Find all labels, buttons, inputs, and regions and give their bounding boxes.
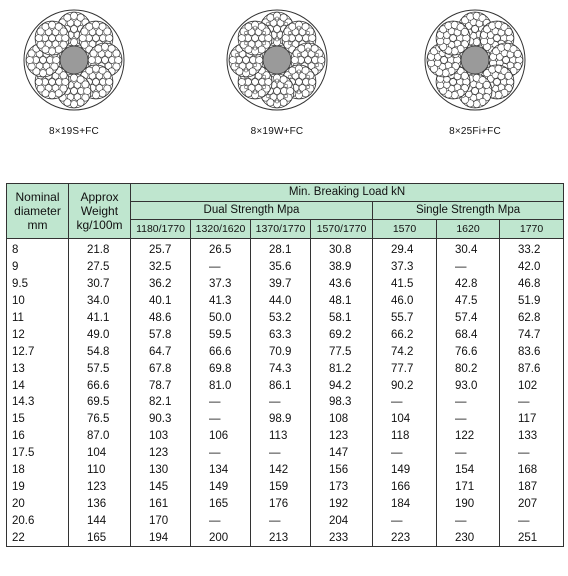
cell-load: 113 bbox=[251, 428, 311, 445]
rope-cross-sections bbox=[0, 0, 568, 170]
cell-load: 213 bbox=[251, 529, 311, 546]
cell-load: 74.2 bbox=[373, 343, 437, 360]
table-row bbox=[7, 343, 564, 360]
cell-load: 42.0 bbox=[500, 259, 564, 276]
cell-weight: 49.0 bbox=[69, 326, 131, 343]
cell-diameter: 12.7 bbox=[7, 343, 69, 360]
rope-caption: 8×25Fi+FC bbox=[449, 126, 501, 137]
cell-load: 251 bbox=[500, 529, 564, 546]
cell-load: 184 bbox=[373, 495, 437, 512]
cell-diameter: 9.5 bbox=[7, 276, 69, 293]
cell-load: 25.7 bbox=[131, 239, 191, 259]
cell-load: 149 bbox=[373, 462, 437, 479]
rope-figure-19s bbox=[14, 8, 134, 137]
cell-diameter: 12 bbox=[7, 326, 69, 343]
cell-load: — bbox=[437, 445, 500, 462]
table-row bbox=[7, 239, 564, 259]
cell-diameter: 17.5 bbox=[7, 445, 69, 462]
cell-diameter: 14.3 bbox=[7, 394, 69, 411]
cell-load: 87.6 bbox=[500, 360, 564, 377]
cell-load: 53.2 bbox=[251, 310, 311, 327]
cell-load: 67.8 bbox=[131, 360, 191, 377]
cell-load: — bbox=[191, 411, 251, 428]
table-row bbox=[7, 310, 564, 327]
cell-load: — bbox=[500, 394, 564, 411]
cell-load: 106 bbox=[191, 428, 251, 445]
cell-load: 134 bbox=[191, 462, 251, 479]
header-grade: 1620 bbox=[437, 220, 500, 239]
cell-load: 50.0 bbox=[191, 310, 251, 327]
cell-load: 35.6 bbox=[251, 259, 311, 276]
cell-weight: 87.0 bbox=[69, 428, 131, 445]
cell-load: 83.6 bbox=[500, 343, 564, 360]
cell-load: 90.3 bbox=[131, 411, 191, 428]
cell-load: 80.2 bbox=[437, 360, 500, 377]
cell-diameter: 20.6 bbox=[7, 512, 69, 529]
header-approx-weight: Approx Weight kg/100m bbox=[69, 184, 131, 239]
header-single-strength: Single Strength Mpa bbox=[373, 202, 564, 220]
cell-load: 176 bbox=[251, 495, 311, 512]
cell-load: 76.6 bbox=[437, 343, 500, 360]
cell-load: 40.1 bbox=[131, 293, 191, 310]
cell-load: — bbox=[191, 512, 251, 529]
cell-load: 93.0 bbox=[437, 377, 500, 394]
cell-load: 165 bbox=[191, 495, 251, 512]
cell-load: 133 bbox=[500, 428, 564, 445]
cell-load: 68.4 bbox=[437, 326, 500, 343]
cell-diameter: 15 bbox=[7, 411, 69, 428]
cell-diameter: 14 bbox=[7, 377, 69, 394]
cell-load: 74.7 bbox=[500, 326, 564, 343]
cell-load: 142 bbox=[251, 462, 311, 479]
cell-load: 37.3 bbox=[373, 259, 437, 276]
cell-load: — bbox=[251, 394, 311, 411]
cell-load: 57.8 bbox=[131, 326, 191, 343]
cell-load: 130 bbox=[131, 462, 191, 479]
cell-weight: 30.7 bbox=[69, 276, 131, 293]
cell-load: 156 bbox=[311, 462, 373, 479]
cell-load: 94.2 bbox=[311, 377, 373, 394]
cell-load: 46.8 bbox=[500, 276, 564, 293]
cell-load: 41.5 bbox=[373, 276, 437, 293]
cell-load: 117 bbox=[500, 411, 564, 428]
cell-load: 154 bbox=[437, 462, 500, 479]
cell-load: 57.4 bbox=[437, 310, 500, 327]
cell-weight: 104 bbox=[69, 445, 131, 462]
rope-figure-25fi bbox=[415, 8, 535, 137]
header-grade: 1570 bbox=[373, 220, 437, 239]
breaking-load-table bbox=[6, 183, 564, 547]
table-row bbox=[7, 495, 564, 512]
cell-load: — bbox=[191, 259, 251, 276]
header-grade: 1320/1620 bbox=[191, 220, 251, 239]
table-row bbox=[7, 478, 564, 495]
cell-weight: 57.5 bbox=[69, 360, 131, 377]
table-row bbox=[7, 529, 564, 546]
cell-load: 108 bbox=[311, 411, 373, 428]
cell-load: — bbox=[373, 445, 437, 462]
cell-load: 55.7 bbox=[373, 310, 437, 327]
cell-load: 29.4 bbox=[373, 239, 437, 259]
cell-diameter: 18 bbox=[7, 462, 69, 479]
table-row bbox=[7, 259, 564, 276]
cell-load: 30.4 bbox=[437, 239, 500, 259]
header-nominal-diameter: Nominal diameter mm bbox=[7, 184, 69, 239]
header-dual-strength: Dual Strength Mpa bbox=[131, 202, 373, 220]
rope-caption: 8×19W+FC bbox=[250, 126, 304, 137]
cell-load: 30.8 bbox=[311, 239, 373, 259]
header-grade: 1180/1770 bbox=[131, 220, 191, 239]
cell-diameter: 22 bbox=[7, 529, 69, 546]
cell-load: 70.9 bbox=[251, 343, 311, 360]
cell-weight: 110 bbox=[69, 462, 131, 479]
cell-diameter: 19 bbox=[7, 478, 69, 495]
cell-load: 63.3 bbox=[251, 326, 311, 343]
cell-load: 74.3 bbox=[251, 360, 311, 377]
cell-load: 200 bbox=[191, 529, 251, 546]
cell-load: 64.7 bbox=[131, 343, 191, 360]
rope-cross-section-icon bbox=[423, 8, 527, 112]
cell-load: 81.2 bbox=[311, 360, 373, 377]
table-row bbox=[7, 512, 564, 529]
table-row bbox=[7, 428, 564, 445]
cell-diameter: 9 bbox=[7, 259, 69, 276]
table-row bbox=[7, 445, 564, 462]
cell-load: 173 bbox=[311, 478, 373, 495]
cell-load: 78.7 bbox=[131, 377, 191, 394]
cell-load: — bbox=[437, 394, 500, 411]
cell-load: 33.2 bbox=[500, 239, 564, 259]
header-grade: 1370/1770 bbox=[251, 220, 311, 239]
cell-load: 190 bbox=[437, 495, 500, 512]
table-row bbox=[7, 276, 564, 293]
cell-diameter: 8 bbox=[7, 239, 69, 259]
table-row bbox=[7, 360, 564, 377]
cell-load: — bbox=[437, 411, 500, 428]
cell-load: — bbox=[437, 259, 500, 276]
cell-load: — bbox=[251, 512, 311, 529]
cell-load: — bbox=[191, 445, 251, 462]
table-row bbox=[7, 326, 564, 343]
cell-load: 26.5 bbox=[191, 239, 251, 259]
cell-load: 102 bbox=[500, 377, 564, 394]
cell-diameter: 20 bbox=[7, 495, 69, 512]
cell-weight: 123 bbox=[69, 478, 131, 495]
cell-diameter: 10 bbox=[7, 293, 69, 310]
cell-load: 90.2 bbox=[373, 377, 437, 394]
cell-load: 44.0 bbox=[251, 293, 311, 310]
cell-load: — bbox=[500, 512, 564, 529]
cell-load: 204 bbox=[311, 512, 373, 529]
cell-load: 39.7 bbox=[251, 276, 311, 293]
cell-load: 81.0 bbox=[191, 377, 251, 394]
cell-weight: 41.1 bbox=[69, 310, 131, 327]
rope-cross-section-icon bbox=[22, 8, 126, 112]
cell-diameter: 11 bbox=[7, 310, 69, 327]
cell-load: 147 bbox=[311, 445, 373, 462]
cell-load: 103 bbox=[131, 428, 191, 445]
cell-load: 42.8 bbox=[437, 276, 500, 293]
cell-load: — bbox=[500, 445, 564, 462]
rope-cross-section-icon bbox=[225, 8, 329, 112]
cell-load: 171 bbox=[437, 478, 500, 495]
cell-load: 123 bbox=[311, 428, 373, 445]
cell-load: 28.1 bbox=[251, 239, 311, 259]
cell-load: 187 bbox=[500, 478, 564, 495]
cell-load: 98.3 bbox=[311, 394, 373, 411]
cell-load: 47.5 bbox=[437, 293, 500, 310]
cell-load: 69.8 bbox=[191, 360, 251, 377]
cell-load: 43.6 bbox=[311, 276, 373, 293]
cell-weight: 66.6 bbox=[69, 377, 131, 394]
cell-load: 77.7 bbox=[373, 360, 437, 377]
cell-load: — bbox=[191, 394, 251, 411]
cell-load: 122 bbox=[437, 428, 500, 445]
cell-load: 41.3 bbox=[191, 293, 251, 310]
cell-load: 194 bbox=[131, 529, 191, 546]
cell-load: 159 bbox=[251, 478, 311, 495]
cell-load: 170 bbox=[131, 512, 191, 529]
cell-load: — bbox=[373, 394, 437, 411]
cell-load: 37.3 bbox=[191, 276, 251, 293]
cell-load: 104 bbox=[373, 411, 437, 428]
cell-weight: 54.8 bbox=[69, 343, 131, 360]
cell-load: — bbox=[251, 445, 311, 462]
table-row bbox=[7, 293, 564, 310]
cell-load: 230 bbox=[437, 529, 500, 546]
cell-weight: 76.5 bbox=[69, 411, 131, 428]
cell-load: 118 bbox=[373, 428, 437, 445]
table-row bbox=[7, 377, 564, 394]
cell-load: 149 bbox=[191, 478, 251, 495]
table-row bbox=[7, 411, 564, 428]
cell-load: — bbox=[373, 512, 437, 529]
cell-weight: 165 bbox=[69, 529, 131, 546]
cell-load: 62.8 bbox=[500, 310, 564, 327]
header-grade: 1570/1770 bbox=[311, 220, 373, 239]
cell-load: 58.1 bbox=[311, 310, 373, 327]
cell-load: 66.2 bbox=[373, 326, 437, 343]
cell-diameter: 13 bbox=[7, 360, 69, 377]
rope-caption: 8×19S+FC bbox=[49, 126, 99, 137]
cell-weight: 144 bbox=[69, 512, 131, 529]
cell-load: 82.1 bbox=[131, 394, 191, 411]
cell-load: 46.0 bbox=[373, 293, 437, 310]
cell-load: 123 bbox=[131, 445, 191, 462]
cell-weight: 27.5 bbox=[69, 259, 131, 276]
cell-load: 51.9 bbox=[500, 293, 564, 310]
cell-load: 166 bbox=[373, 478, 437, 495]
cell-load: 48.6 bbox=[131, 310, 191, 327]
cell-diameter: 16 bbox=[7, 428, 69, 445]
cell-load: 168 bbox=[500, 462, 564, 479]
header-min-breaking-load: Min. Breaking Load kN bbox=[131, 184, 564, 202]
cell-load: 233 bbox=[311, 529, 373, 546]
cell-load: 66.6 bbox=[191, 343, 251, 360]
cell-load: 69.2 bbox=[311, 326, 373, 343]
cell-load: — bbox=[437, 512, 500, 529]
cell-load: 192 bbox=[311, 495, 373, 512]
cell-load: 86.1 bbox=[251, 377, 311, 394]
cell-weight: 136 bbox=[69, 495, 131, 512]
cell-load: 98.9 bbox=[251, 411, 311, 428]
table-row bbox=[7, 462, 564, 479]
cell-load: 36.2 bbox=[131, 276, 191, 293]
table-row bbox=[7, 394, 564, 411]
cell-weight: 34.0 bbox=[69, 293, 131, 310]
cell-load: 207 bbox=[500, 495, 564, 512]
cell-load: 38.9 bbox=[311, 259, 373, 276]
cell-load: 59.5 bbox=[191, 326, 251, 343]
cell-load: 145 bbox=[131, 478, 191, 495]
cell-load: 32.5 bbox=[131, 259, 191, 276]
header-grade: 1770 bbox=[500, 220, 564, 239]
cell-load: 48.1 bbox=[311, 293, 373, 310]
cell-load: 223 bbox=[373, 529, 437, 546]
cell-load: 77.5 bbox=[311, 343, 373, 360]
cell-load: 161 bbox=[131, 495, 191, 512]
rope-figure-19w bbox=[217, 8, 337, 137]
cell-weight: 21.8 bbox=[69, 239, 131, 259]
cell-weight: 69.5 bbox=[69, 394, 131, 411]
